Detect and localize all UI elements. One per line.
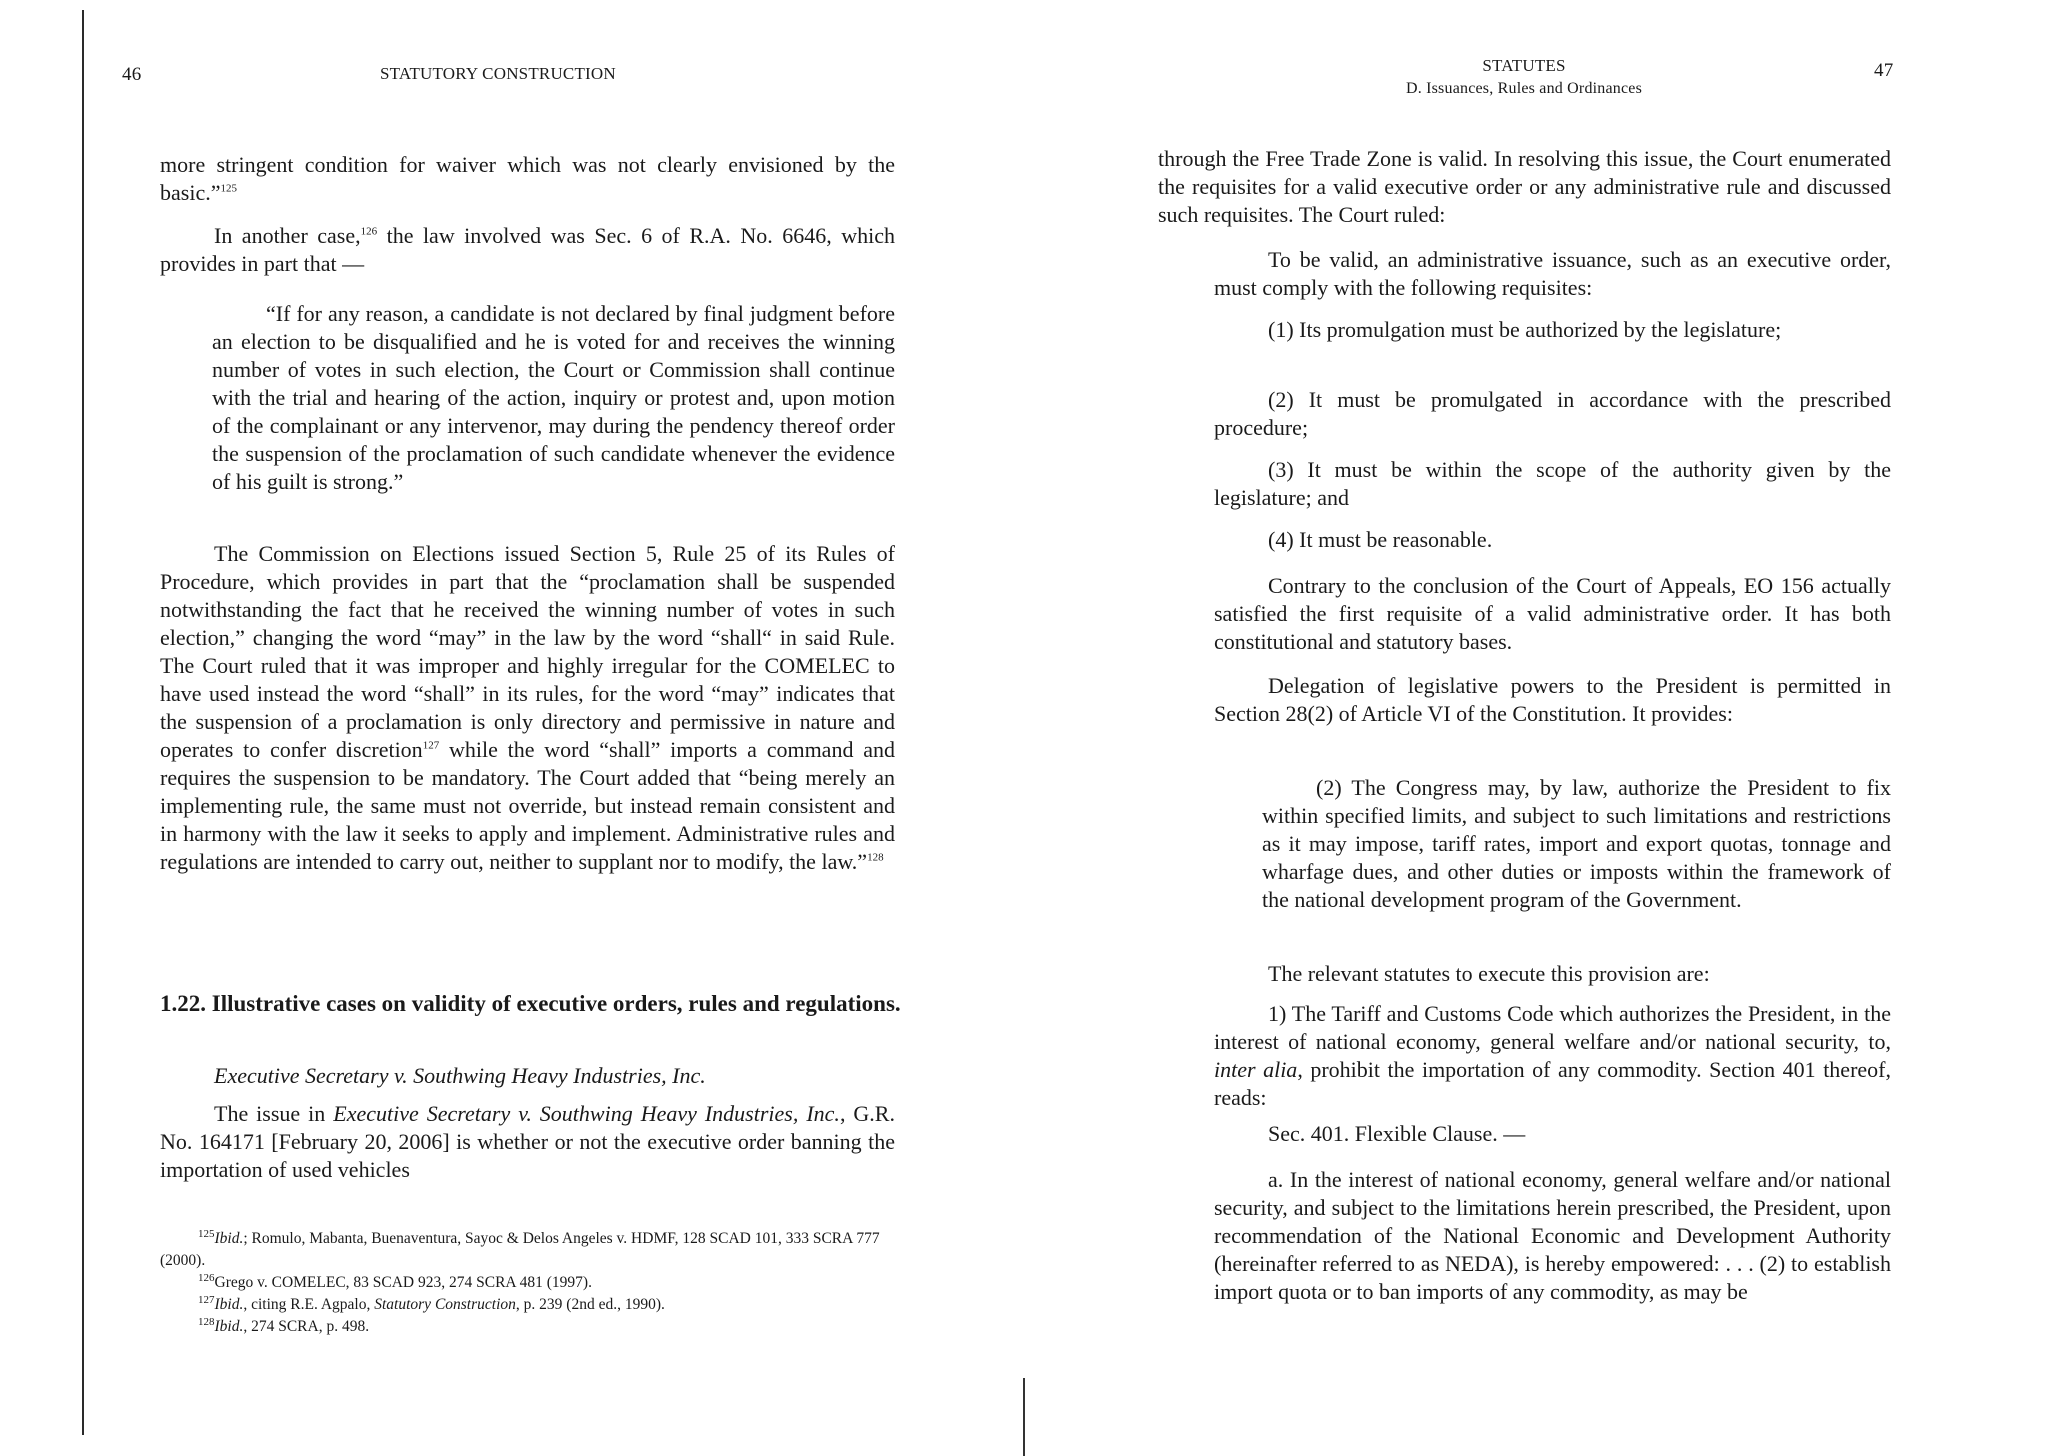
paragraph-continuation-right: through the Free Trade Zone is valid. In resolving this issue, the Court enumerated the requisites for a valid executive order or any administrative rule and discussed such requisites. The Court ruled: bbox=[1158, 146, 1891, 227]
right-page bbox=[1024, 0, 2048, 1447]
footnote-italic: Statutory Construction bbox=[374, 1296, 516, 1313]
section-heading: 1.22. Illustrative cases on validity of executive orders, rules and regulations. bbox=[160, 991, 901, 1016]
requisite-2: (2) It must be promulgated in accordance with the prescribed procedure; bbox=[1214, 387, 1891, 440]
sec401-title: Sec. 401. Flexible Clause. — bbox=[1268, 1121, 1526, 1146]
page-number-right: 47 bbox=[1874, 60, 1894, 81]
footnote-number: 125 bbox=[198, 1227, 215, 1240]
case-title-text: Executive Secretary v. Southwing Heavy Industries, Inc. bbox=[214, 1063, 706, 1088]
footnote-125 bbox=[160, 1228, 895, 1272]
case-name-italic: Executive Secretary v. Southwing Heavy Industries, Inc. bbox=[333, 1101, 840, 1126]
requisite-3: (3) It must be within the scope of the authority given by the legislature; and bbox=[1214, 457, 1891, 510]
paragraph-text: , G.R. No. 164171 [February 20, 2006] is whether or not the executive order banning the importation of used vehicles bbox=[160, 1101, 895, 1182]
paragraph-text: the law involved was Sec. 6 of R.A. No. 6646, which provides in part that — bbox=[160, 223, 895, 276]
sec401-clause-a: a. In the interest of national economy, general welfare and/or national security, and subject to the limitations herein prescribed, the President, upon recommendation of the National Economic and Development Authority (hereinafter referred to as NEDA), is hereby empowered: . . . (2) to establish import quota or to ban imports of any commodity, as may be bbox=[1214, 1167, 1891, 1304]
footnote-number: 126 bbox=[198, 1271, 215, 1284]
case-title bbox=[214, 1062, 895, 1090]
footnote-number: 127 bbox=[198, 1293, 215, 1306]
footnote-127 bbox=[160, 1294, 895, 1316]
footnote-text: Grego v. COMELEC, 83 SCAD 923, 274 SCRA 481 (1997). bbox=[214, 1274, 592, 1291]
footnote-italic: Ibid. bbox=[214, 1230, 244, 1247]
requisite-4: (4) It must be reasonable. bbox=[1268, 527, 1493, 552]
running-head-right: STATUTES bbox=[1482, 56, 1566, 75]
footnote-ref: 128 bbox=[867, 851, 884, 864]
latin-phrase: inter alia bbox=[1214, 1057, 1298, 1082]
paragraph-contrary: Contrary to the conclusion of the Court of Appeals, EO 156 actually satisfied the first requisite of a valid administrative order. It has both constitutional and statutory bases. bbox=[1214, 573, 1891, 654]
paragraph-text: The issue in bbox=[214, 1101, 334, 1126]
paragraph-text: 1) The Tariff and Customs Code which authorizes the President, in the interest of national economy, general welfare and/or national security, to, bbox=[1214, 1001, 1891, 1054]
footnote-ref: 126 bbox=[360, 225, 378, 238]
paragraph-comelec bbox=[160, 540, 895, 876]
page-number-left: 46 bbox=[122, 64, 142, 85]
paragraph-continuation bbox=[160, 151, 895, 207]
paragraph-delegation: Delegation of legislative powers to the President is permitted in Section 28(2) of Article VI of the Constitution. It provides: bbox=[1214, 673, 1891, 726]
requisite-1: (1) Its promulgation must be authorized by the legislature; bbox=[1268, 317, 1782, 342]
footnote-ref: 125 bbox=[220, 182, 237, 195]
paragraph-text: while the word “shall” imports a command and requires the suspension to be mandatory. The Court added that “being merely an implementing rule, the same must not override, but instead remain consistent and in harmony with the law it seeks to apply and implement. Administrative rules and regulations are intended to carry out, neither to supplant nor to modify, the law.” bbox=[160, 737, 895, 874]
paragraph-text: , prohibit the importation of any commodity. Section 401 thereof, reads: bbox=[1214, 1057, 1891, 1110]
running-head-left: STATUTORY CONSTRUCTION bbox=[380, 64, 616, 83]
footnote-italic: Ibid. bbox=[214, 1296, 244, 1313]
running-subhead-right: D. Issuances, Rules and Ordinances bbox=[1405, 80, 1643, 97]
quote-requisites-intro: To be valid, an administrative issuance, such as an executive order, must comply with the following requisites: bbox=[1214, 247, 1891, 300]
paragraph-issue bbox=[160, 1100, 895, 1184]
paragraph-another-case bbox=[160, 222, 895, 278]
block-quote-constitution: (2) The Congress may, by law, authorize the President to fix within specified limits, and subject to such limitations and restrictions as it may impose, tariff rates, import and export quotas, tonnage and wharfage dues, and other duties or imposts within the framework of the national development program of the Government. bbox=[1262, 775, 1891, 912]
footnote-text: ; Romulo, Mabanta, Buenaventura, Sayoc & Delos Angeles v. HDMF, 128 SCAD 101, 333 SCRA 777 (2000). bbox=[160, 1230, 880, 1269]
paragraph-text: more stringent condition for waiver which was not clearly envisioned by the basic.” bbox=[160, 152, 895, 205]
footnote-text: , citing R.E. Agpalo, bbox=[243, 1296, 375, 1313]
paragraph-text: The Commission on Elections issued Section 5, Rule 25 of its Rules of Procedure, which provides in part that the “proclamation shall be suspended notwithstanding the fact that he received the winning number of votes in such election,” changing the word “may” in the law by the word “shall“ in said Rule. The Court ruled that it was improper and highly irregular for the COMELEC to have used instead the word “shall” in its rules, for the word “may” indicates that the suspension of a proclamation is only directory and permissive in nature and operates to confer discretion bbox=[160, 541, 895, 762]
binding-line bbox=[82, 10, 84, 1435]
footnote-text: , 274 SCRA, p. 498. bbox=[243, 1318, 370, 1335]
footnote-text: , p. 239 (2nd ed., 1990). bbox=[515, 1296, 665, 1313]
footnote-number: 128 bbox=[198, 1315, 215, 1328]
footnote-italic: Ibid. bbox=[214, 1318, 244, 1335]
footnotes bbox=[160, 1228, 895, 1338]
left-page bbox=[0, 0, 1024, 1447]
footnote-128 bbox=[160, 1316, 895, 1338]
footnote-ref: 127 bbox=[422, 739, 440, 752]
footnote-126 bbox=[160, 1272, 895, 1294]
paragraph-tariff-code bbox=[1214, 1000, 1891, 1112]
paragraph-relevant-statutes: The relevant statutes to execute this provision are: bbox=[1268, 961, 1710, 986]
paragraph-text: In another case, bbox=[214, 223, 361, 248]
block-quote-ra6646: “If for any reason, a candidate is not declared by final judgment before an election to be disqualified and he is voted for and receives the winning number of votes in such election, the Court or Commission shall continue with the trial and hearing of the action, inquiry or protest and, upon motion of the complainant or any intervenor, may during the pendency thereof order the suspension of the proclamation of such candidate whenever the evidence of his guilt is strong.” bbox=[212, 301, 895, 494]
